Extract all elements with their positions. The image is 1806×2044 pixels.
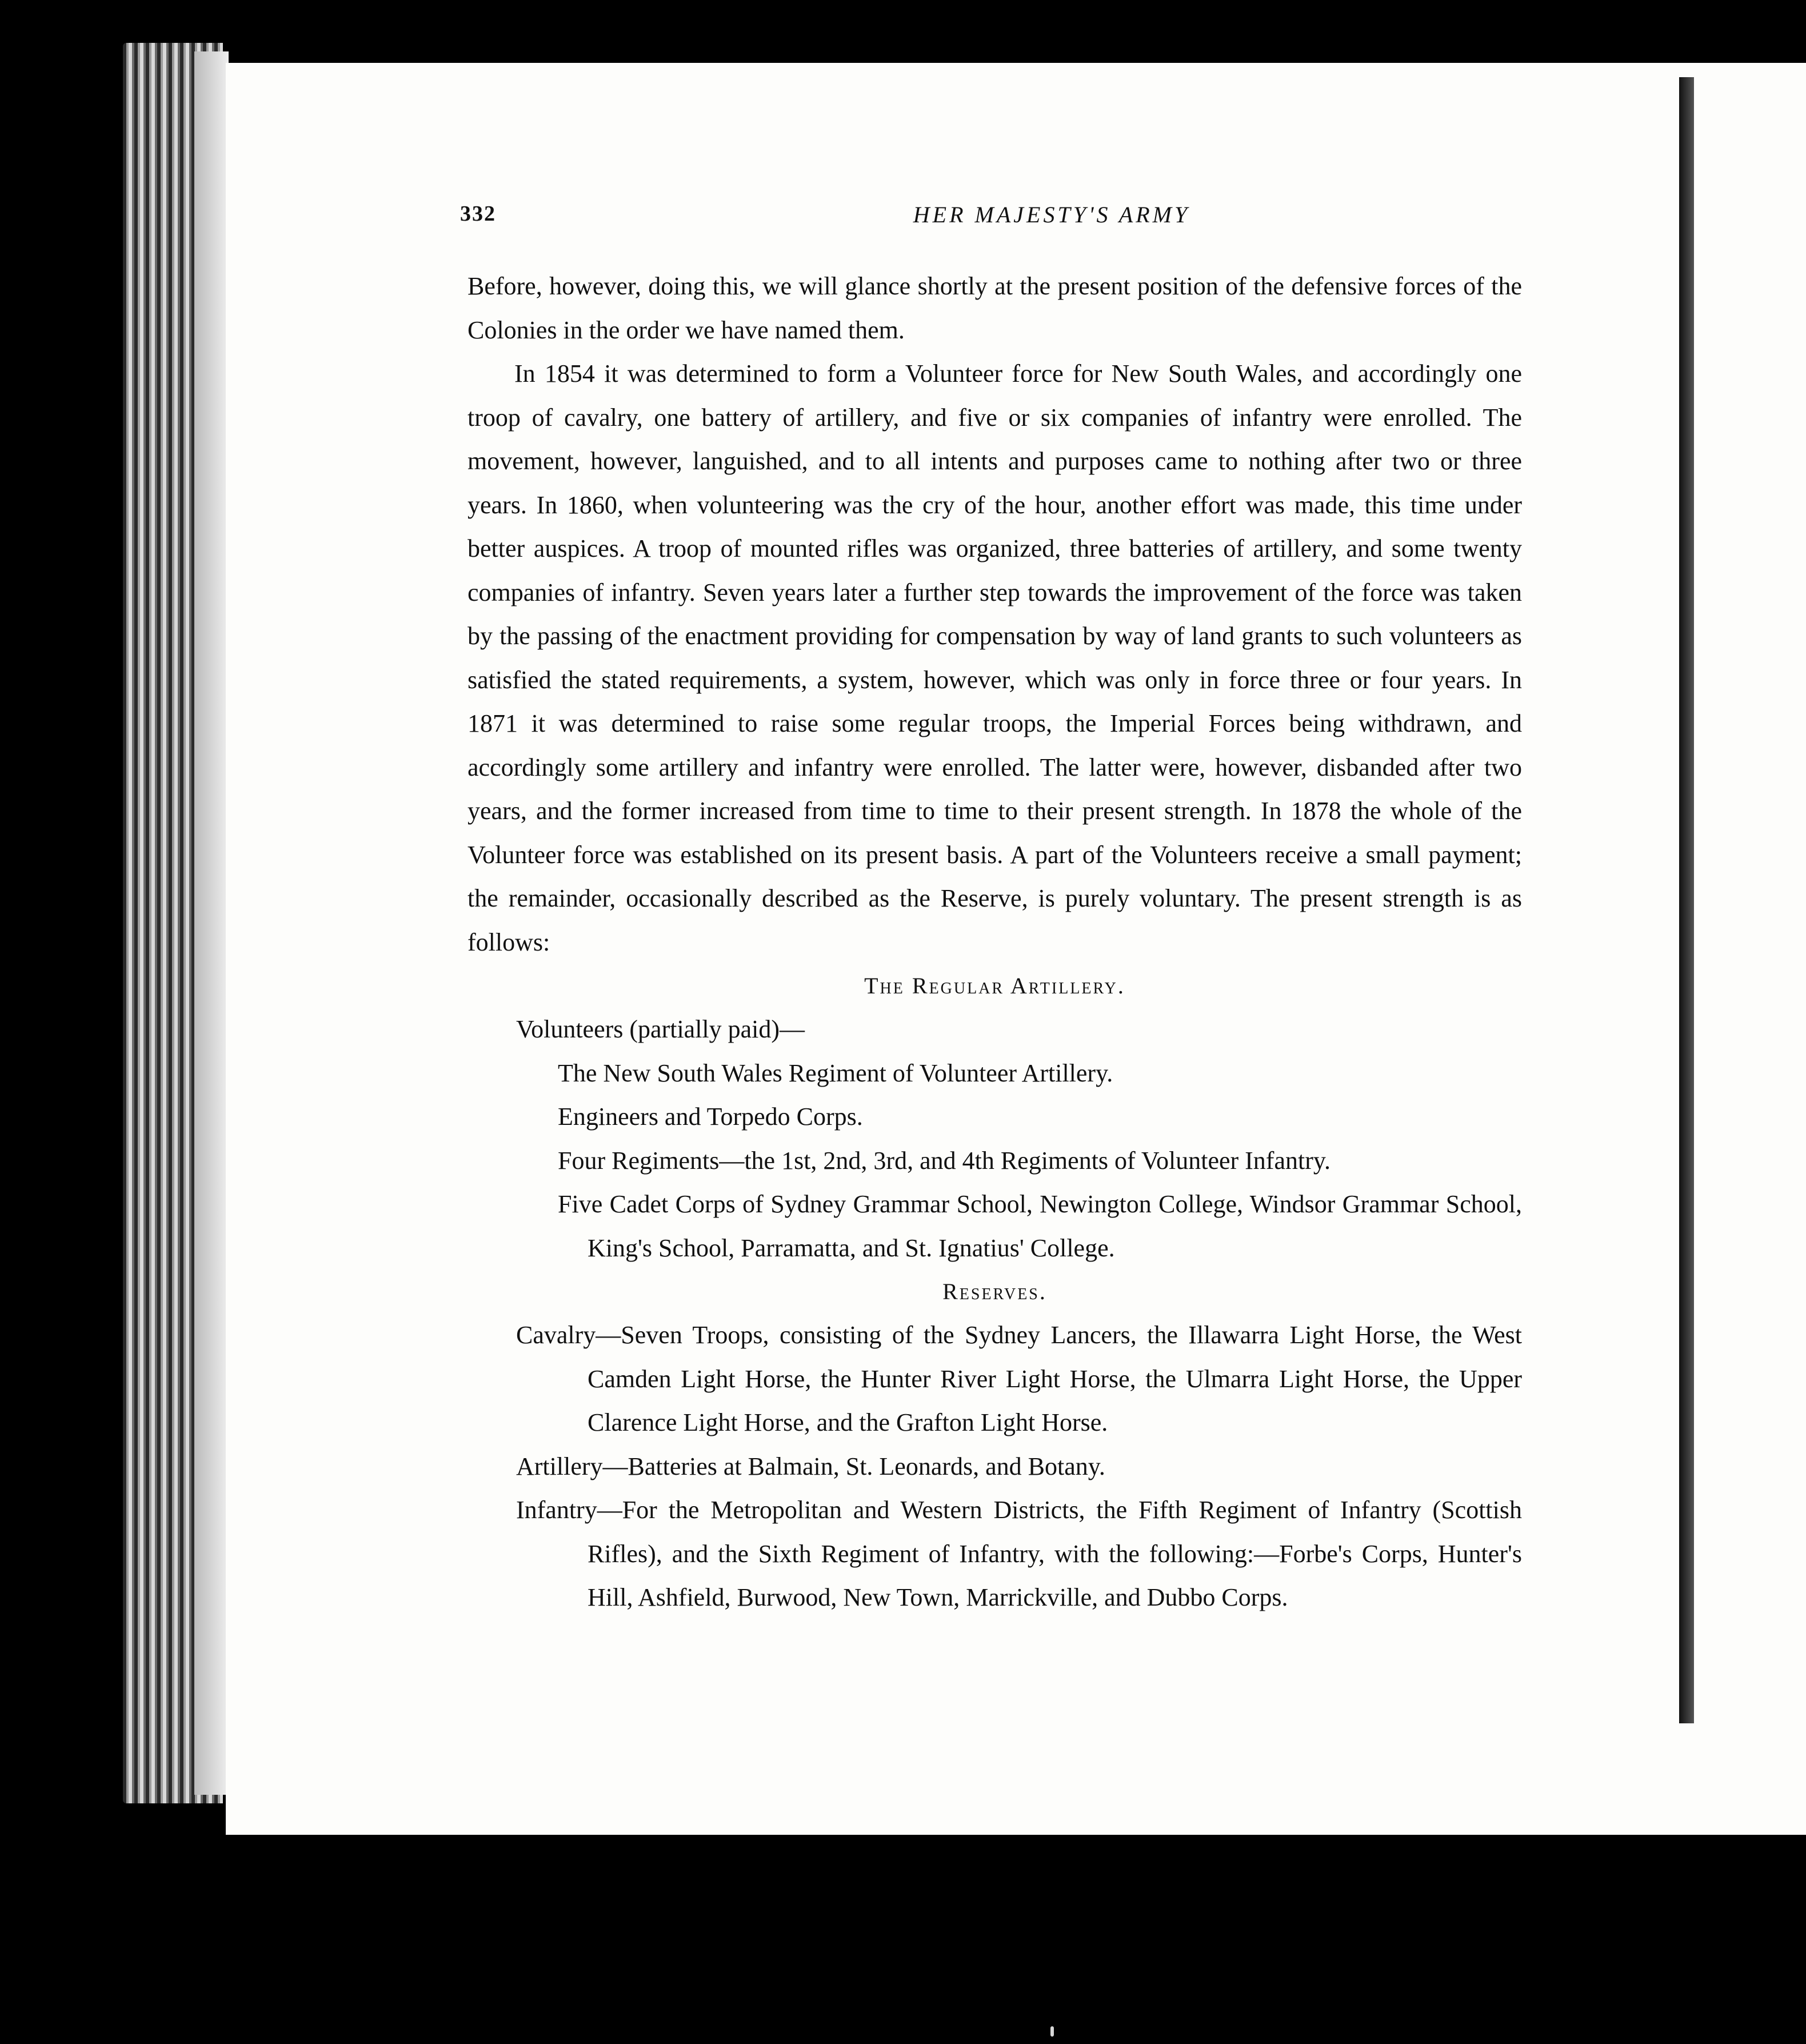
section-heading: The Regular Artillery. bbox=[864, 973, 1125, 999]
page-number: 332 bbox=[460, 202, 496, 226]
list-item: Engineers and Torpedo Corps. bbox=[558, 1103, 863, 1131]
list-item: The New South Wales Regiment of Volunteer Artillery. bbox=[558, 1059, 1113, 1087]
facing-page bbox=[1680, 63, 1806, 1835]
paragraph: Before, however, doing this, we will glance shortly at the present position of the defensive forces of the Colonies in the order we have named them. bbox=[468, 272, 1522, 344]
facing-page-edge bbox=[1679, 77, 1694, 1723]
list-item: Artillery—Batteries at Balmain, St. Leonards, and Botany. bbox=[516, 1452, 1105, 1480]
section-heading: Reserves. bbox=[942, 1279, 1047, 1304]
volunteers-label: Volunteers (partially paid)— bbox=[516, 1015, 805, 1043]
running-head: HER MAJESTY'S ARMY bbox=[913, 202, 1190, 227]
paragraph: In 1854 it was determined to form a Volunteer force for New South Wales, and accordingly one troop of cavalry, one battery of artillery, and five or six companies of infantry were enrolled. The movement, however, languished, and to all intents and purposes came to nothing after two or three years. In 1860, when volunteering was the cry of the hour, another effort was made, this time under better auspices. A troop of mounted rifles was organized, three batteries of artillery, and some twenty companies of infantry. Seven years later a further step towards the improvement of the force was taken by the passing of the enactment providing for compensation by way of land grants to such volunteers as satisfied the stated requirements, a system, however, which was only in force three or four years. In 1871 it was determined to raise some regular troops, the Imperial Forces being withdrawn, and accordingly some artillery and infantry were enrolled. The latter were, however, disbanded after two years, and the former increased from time to time to their present strength. In 1878 the whole of the Volunteer force was established on its present basis. A part of the Volunteers receive a small payment; the remainder, occasionally described as the Reserve, is purely voluntary. The present strength is as follows: bbox=[468, 360, 1522, 956]
page-body bbox=[468, 265, 1522, 1620]
gutter-shadow bbox=[194, 51, 229, 1795]
list-item: Five Cadet Corps of Sydney Grammar School, Newington College, Windsor Grammar School, King's School, Parramatta, and St. Ignatius' College. bbox=[558, 1190, 1522, 1262]
page-header bbox=[460, 201, 1643, 241]
scan-mark bbox=[1050, 2026, 1054, 2037]
list-item: Cavalry—Seven Troops, consisting of the Sydney Lancers, the Illawarra Light Horse, the West Camden Light Horse, the Hunter River Light Horse, the Ulmarra Light Horse, the Upper Clarence Light Horse, and the Grafton Light Horse. bbox=[516, 1321, 1522, 1436]
list-item: Infantry—For the Metropolitan and Western Districts, the Fifth Regiment of Infantry (Scottish Rifles), and the Sixth Regiment of Infantry, with the following:—Forbe's Corps, Hunter's Hill, Ashfield, Burwood, New Town, Marrickville, and Dubbo Corps. bbox=[516, 1496, 1522, 1611]
list-item: Four Regiments—the 1st, 2nd, 3rd, and 4th Regiments of Volunteer Infantry. bbox=[558, 1146, 1331, 1175]
